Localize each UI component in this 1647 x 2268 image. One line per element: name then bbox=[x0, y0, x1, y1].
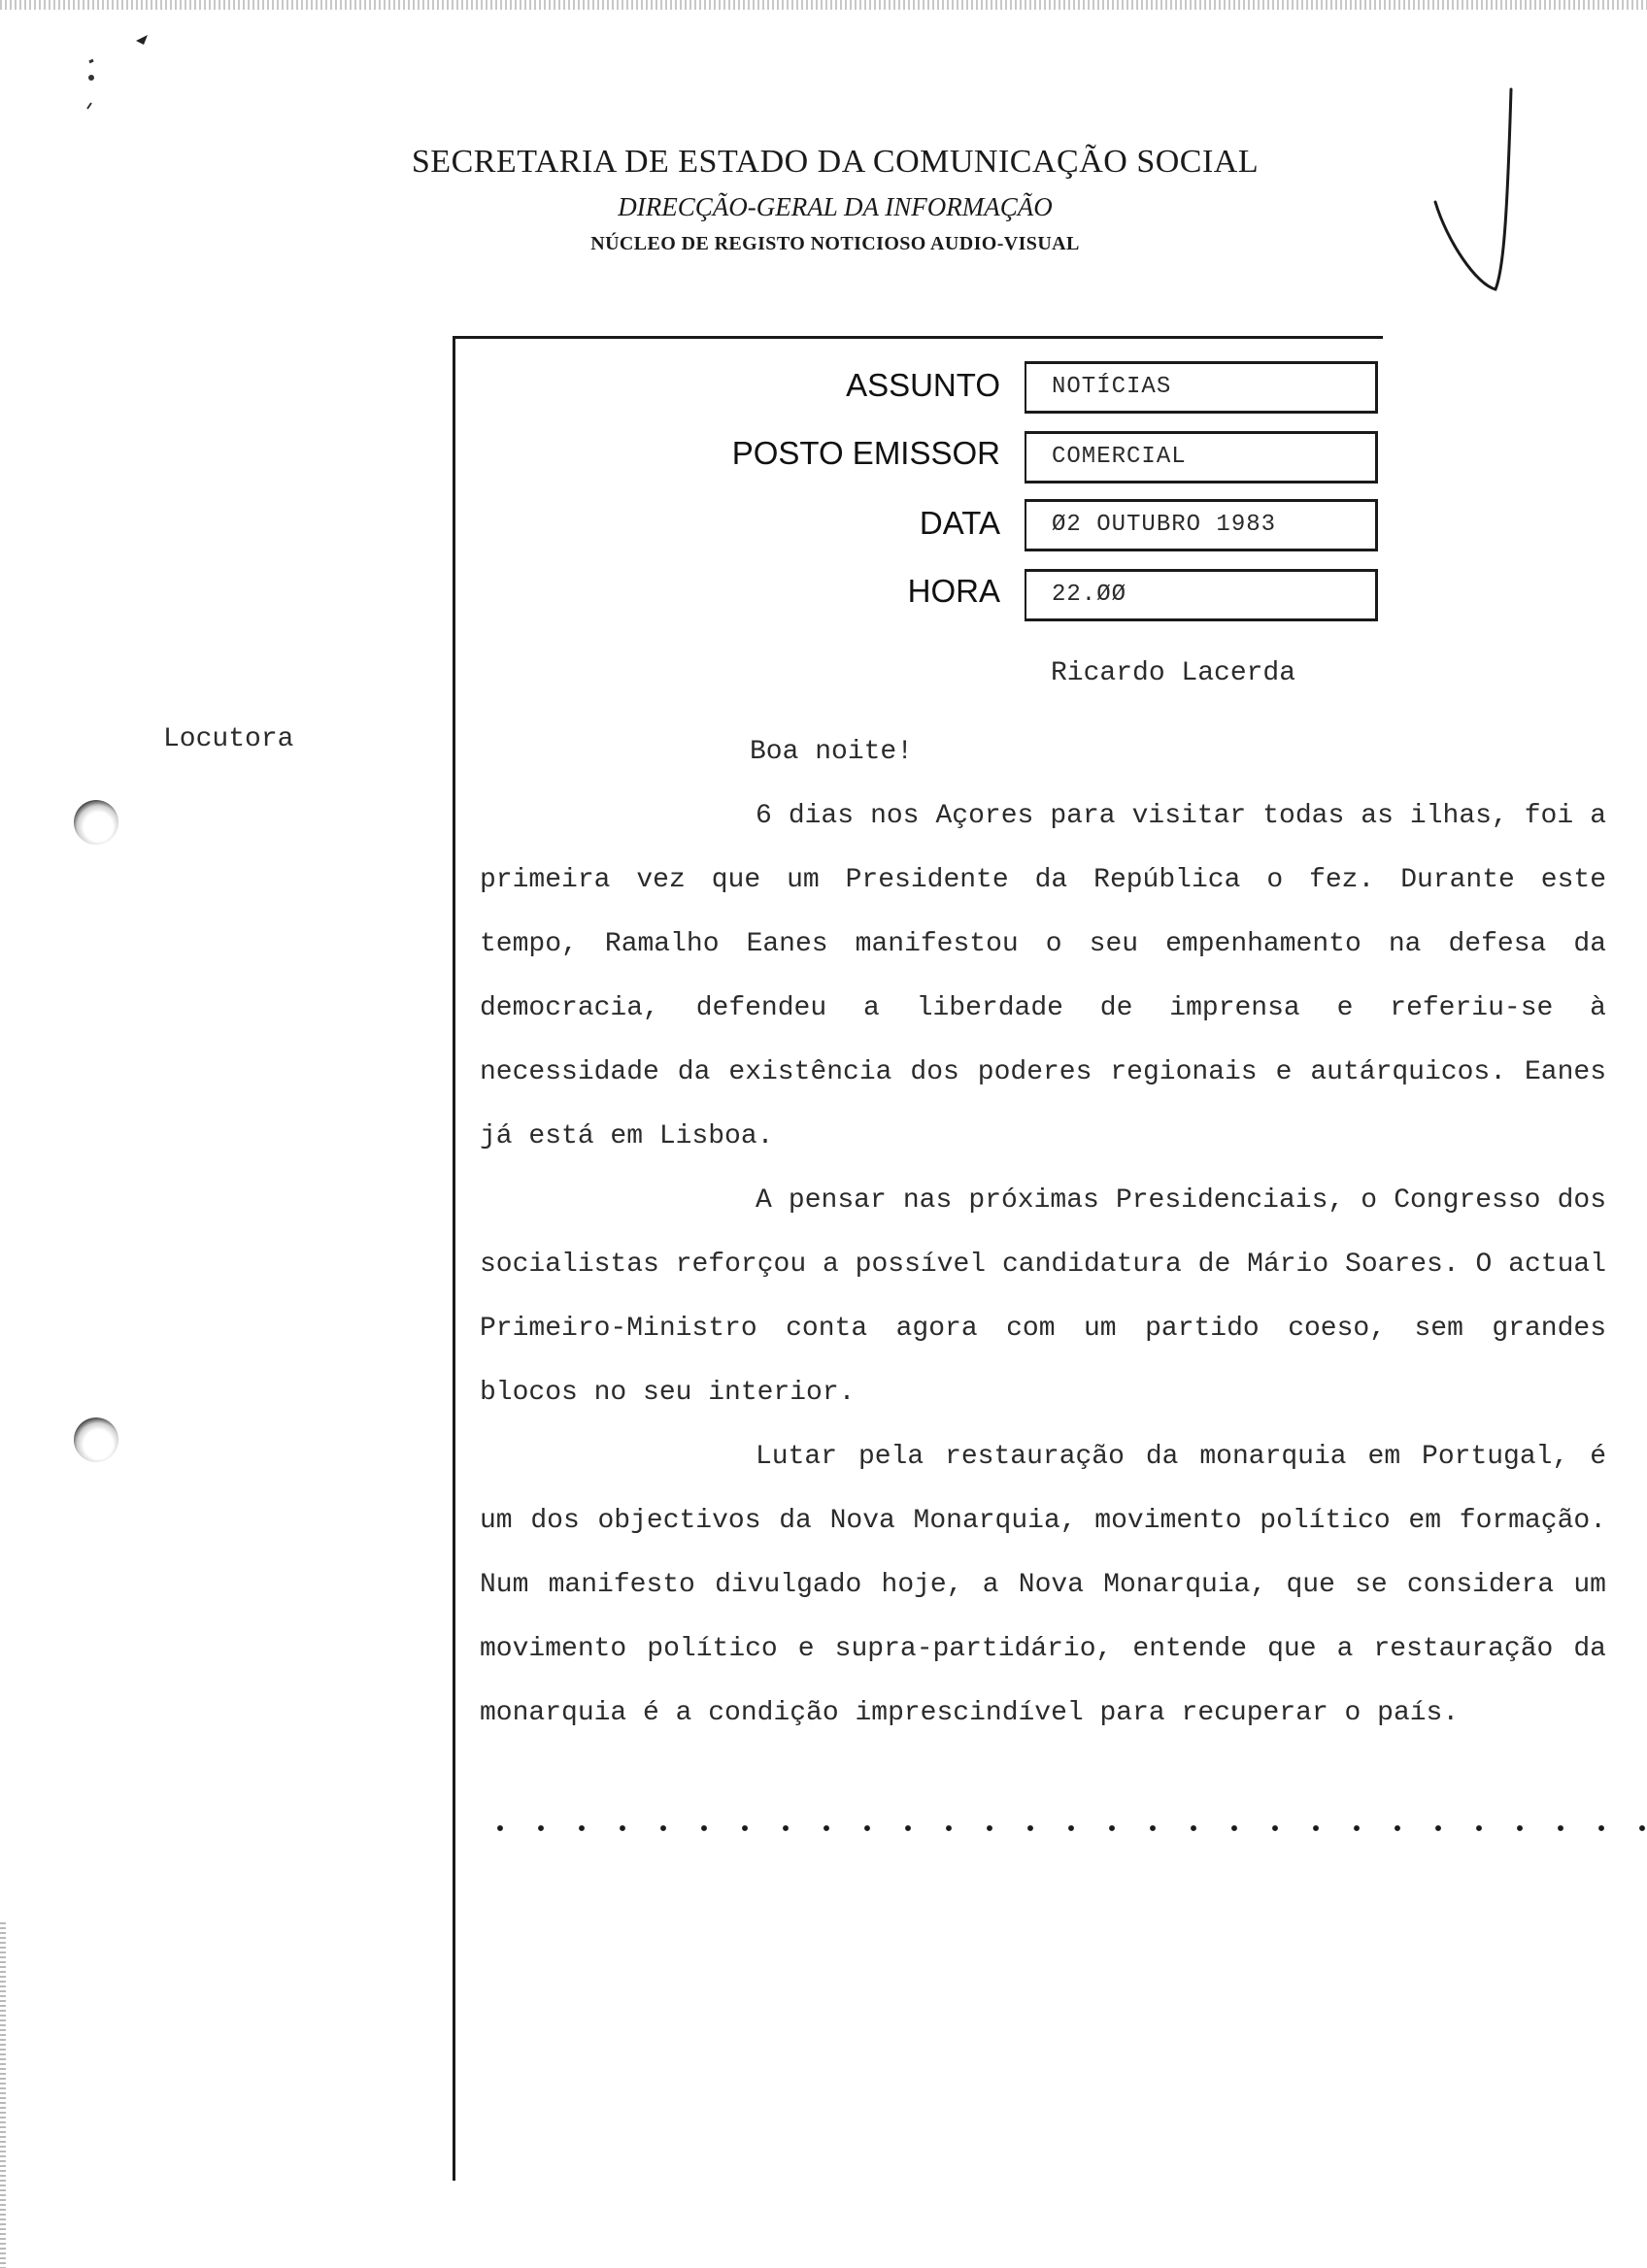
checkmark-icon bbox=[1428, 85, 1534, 299]
news-script bbox=[480, 720, 1626, 1746]
speaker-label: Locutora bbox=[163, 724, 294, 754]
punch-hole bbox=[74, 800, 118, 845]
letterhead-title: SECRETARIA DE ESTADO DA COMUNICAÇÃO SOCIAL bbox=[411, 144, 1260, 180]
form-frame-left bbox=[453, 336, 455, 2181]
hora-field: 22.ØØ bbox=[1025, 569, 1378, 621]
punch-hole bbox=[74, 1418, 118, 1462]
scan-top-edge bbox=[0, 0, 1647, 10]
scan-left-edge bbox=[0, 1922, 6, 2268]
form-frame-top bbox=[453, 336, 1383, 339]
assunto-field: NOTÍCIAS bbox=[1025, 361, 1378, 414]
reporter-name: Ricardo Lacerda bbox=[1051, 658, 1296, 688]
assunto-label: ASSUNTO bbox=[846, 367, 1000, 403]
paragraph: A pensar nas próximas Presidenciais, o Congresso dos socialistas reforçou a possível candidatura de Mário Soares. O actual Primeiro-Ministro conta agora com um partido coeso, sem grandes blocos no seu interior. bbox=[480, 1185, 1606, 1408]
greeting: Boa noite! bbox=[750, 737, 914, 767]
hora-label: HORA bbox=[907, 573, 1000, 609]
data-label: DATA bbox=[919, 505, 1000, 541]
data-field: Ø2 OUTUBRO 1983 bbox=[1025, 499, 1378, 551]
posto-emissor-field: COMERCIAL bbox=[1025, 431, 1378, 484]
dotted-separator bbox=[480, 1823, 1645, 1833]
letterhead-department: NÚCLEO DE REGISTO NOTICIOSO AUDIO-VISUAL bbox=[590, 233, 1080, 254]
paragraph: Lutar pela restauração da monarquia em Portugal, é um dos objectivos da Nova Monarquia, movimento político em formação. Num manifesto divulgado hoje, a Nova Monarquia, que se considera um movimento político e supra-partidário, entende que a restauração da monarquia é a condição imprescindível para recuperar o país. bbox=[480, 1442, 1606, 1728]
letterhead-subtitle: DIRECÇÃO-GERAL DA INFORMAÇÃO bbox=[618, 192, 1053, 221]
paragraph: 6 dias nos Açores para visitar todas as ilhas, foi a primeira vez que um Presidente da República o fez. Durante este tempo, Ramalho Eanes manifestou o seu empenhamento na defesa da democracia, defendeu a liberdade de imprensa e referiu-se à necessidade da existência dos poderes regionais e autárquicos. Eanes já está em Lisboa. bbox=[480, 801, 1606, 1151]
pen-mark bbox=[80, 33, 157, 120]
posto-emissor-label: POSTO EMISSOR bbox=[731, 435, 1000, 471]
